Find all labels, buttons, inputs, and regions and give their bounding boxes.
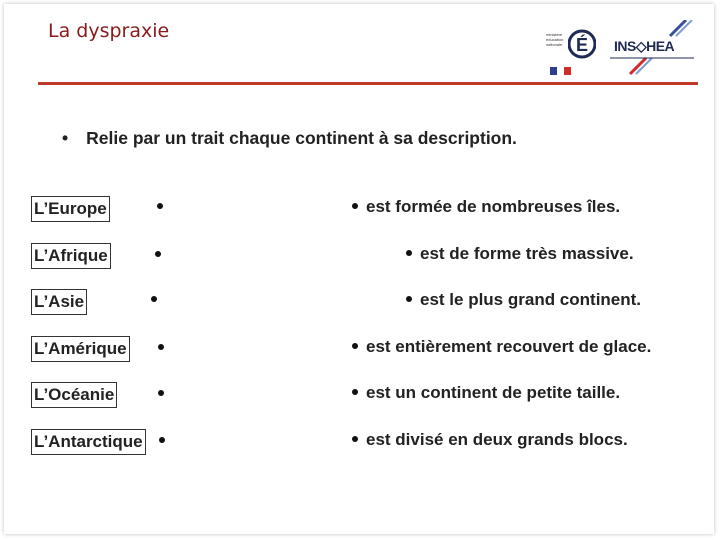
page-title: La dyspraxie [48, 20, 170, 42]
header-divider [38, 82, 698, 85]
continent-europe: L’Europe [31, 196, 110, 222]
marianne-e-icon [568, 24, 596, 60]
description-4-text: est entièrement recouvert de glace. [366, 337, 652, 356]
right-dot-1[interactable] [352, 203, 358, 209]
svg-text:É: É [575, 35, 589, 55]
description-1[interactable] [352, 197, 620, 217]
instruction-text: Relie par un trait chaque continent à sa description. [86, 128, 517, 148]
instruction [62, 128, 517, 149]
left-dot-amerique[interactable] [158, 344, 164, 350]
description-5[interactable] [352, 383, 620, 403]
right-dot-3[interactable] [406, 296, 412, 302]
french-flag-icon [550, 62, 572, 70]
description-2-text: est de forme très massive. [420, 244, 634, 263]
continent-antarctique: L’Antarctique [31, 429, 146, 455]
left-dot-europe[interactable] [157, 203, 163, 209]
description-3-text: est le plus grand continent. [420, 290, 642, 309]
description-1-text: est formée de nombreuses îles. [366, 197, 621, 216]
left-dot-asie[interactable] [151, 296, 157, 302]
description-2[interactable] [406, 244, 634, 264]
right-dot-2[interactable] [406, 250, 412, 256]
description-5-text: est un continent de petite taille. [366, 383, 621, 402]
description-3[interactable] [406, 290, 641, 310]
left-dot-afrique[interactable] [155, 251, 161, 257]
right-dot-5[interactable] [352, 389, 358, 395]
inshea-label: INS◇HEA [614, 38, 675, 54]
description-6-text: est divisé en deux grands blocs. [366, 430, 628, 449]
instruction-bullet: • [62, 128, 69, 148]
continent-asie: L’Asie [31, 289, 87, 315]
ministry-logo [546, 22, 604, 78]
description-4[interactable] [352, 337, 651, 357]
right-dot-6[interactable] [352, 436, 358, 442]
slide [4, 4, 714, 534]
right-dot-4[interactable] [352, 343, 358, 349]
left-dot-oceanie[interactable] [158, 390, 164, 396]
continent-oceanie: L’Océanie [31, 382, 117, 408]
inshea-logo [610, 20, 694, 78]
ministry-label: ministère éducation nationale [546, 32, 564, 47]
continent-afrique: L’Afrique [31, 243, 111, 269]
left-dot-antarctique[interactable] [159, 437, 165, 443]
description-6[interactable] [352, 430, 628, 450]
continent-amerique: L’Amérique [31, 336, 130, 362]
